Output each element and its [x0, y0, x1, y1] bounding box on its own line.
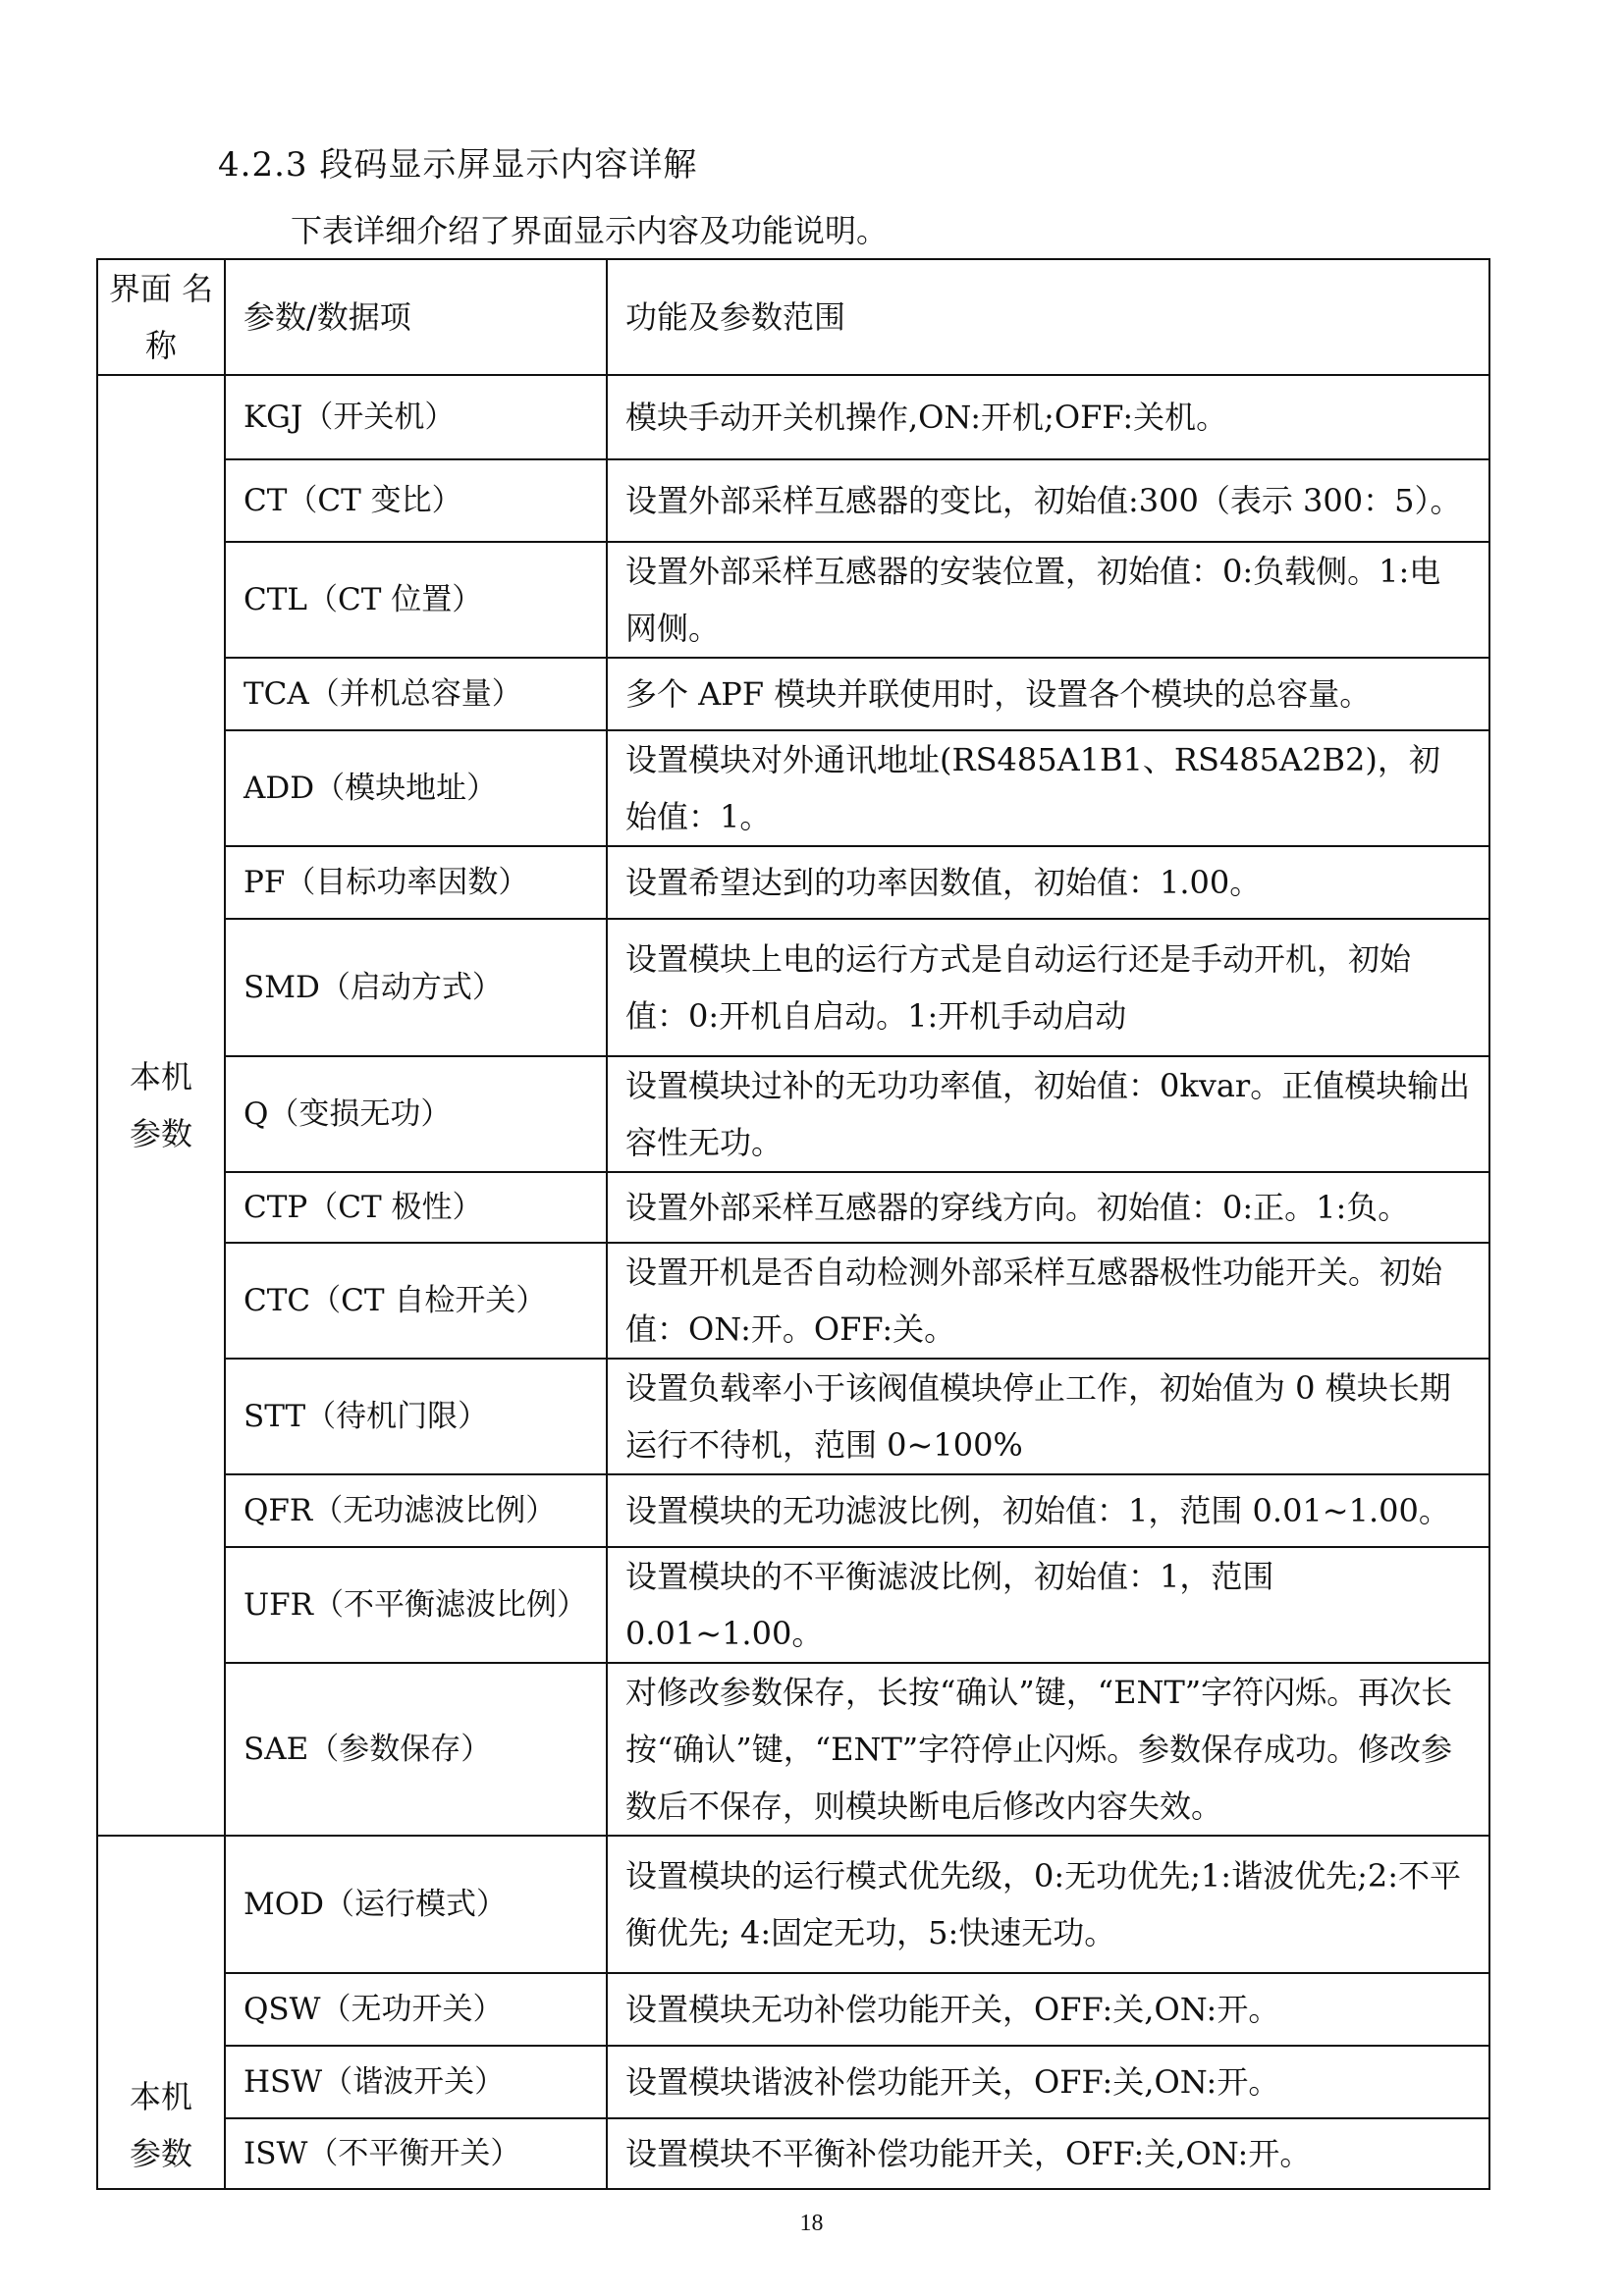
- param-cell: KGJ（开关机）: [225, 375, 607, 459]
- table-row: [97, 1474, 1489, 1547]
- table-row: [97, 459, 1489, 542]
- desc-cell: 对修改参数保存，长按“确认”键，“ENT”字符闪烁。再次长按“确认”键，“ENT”字符停止闪烁。参数保存成功。修改参数后不保存，则模块断电后修改内容失效。: [607, 1663, 1489, 1836]
- param-cell: STT（待机门限）: [225, 1359, 607, 1474]
- table-row: [97, 1836, 1489, 1973]
- desc-cell: 设置外部采样互感器的变比，初始值:300（表示 300：5）。: [607, 459, 1489, 542]
- desc-cell: 设置外部采样互感器的安装位置，初始值：0:负载侧。1:电网侧。: [607, 542, 1489, 658]
- param-cell: QFR（无功滤波比例）: [225, 1474, 607, 1547]
- param-cell: ISW（不平衡开关）: [225, 2118, 607, 2189]
- desc-cell: 设置外部采样互感器的穿线方向。初始值：0:正。1:负。: [607, 1172, 1489, 1243]
- param-cell: PF（目标功率因数）: [225, 846, 607, 919]
- param-cell: TCA（并机总容量）: [225, 658, 607, 730]
- param-cell: UFR（不平衡滤波比例）: [225, 1547, 607, 1663]
- param-cell: CT（CT 变比）: [225, 459, 607, 542]
- desc-cell: 模块手动开关机操作,ON:开机;OFF:关机。: [607, 375, 1489, 459]
- table-row: [97, 1056, 1489, 1172]
- page-number: 18: [799, 2211, 824, 2236]
- param-cell: QSW（无功开关）: [225, 1973, 607, 2046]
- param-cell: CTL（CT 位置）: [225, 542, 607, 658]
- header-interface-name: 界面 名称: [97, 259, 225, 375]
- param-cell: SMD（启动方式）: [225, 919, 607, 1056]
- table-row: [97, 846, 1489, 919]
- param-cell: MOD（运行模式）: [225, 1836, 607, 1973]
- section-heading: 4.2.3 段码显示屏显示内容详解: [218, 145, 698, 185]
- table-row: [97, 375, 1489, 459]
- group-name-local-params: 本机 参数: [97, 375, 225, 1836]
- table-row: [97, 1973, 1489, 2046]
- desc-cell: 设置模块谐波补偿功能开关，OFF:关,ON:开。: [607, 2046, 1489, 2118]
- param-cell: HSW（谐波开关）: [225, 2046, 607, 2118]
- table-row: [97, 919, 1489, 1056]
- desc-cell: 设置模块上电的运行方式是自动运行还是手动开机，初始值：0:开机自启动。1:开机手动启动: [607, 919, 1489, 1056]
- table-row: [97, 730, 1489, 846]
- desc-cell: 设置模块的无功滤波比例，初始值：1，范围 0.01~1.00。: [607, 1474, 1489, 1547]
- table-row: [97, 1663, 1489, 1836]
- table-row: [97, 1547, 1489, 1663]
- table-row: [97, 1243, 1489, 1359]
- param-cell: CTP（CT 极性）: [225, 1172, 607, 1243]
- param-cell: CTC（CT 自检开关）: [225, 1243, 607, 1359]
- desc-cell: 设置模块不平衡补偿功能开关，OFF:关,ON:开。: [607, 2118, 1489, 2189]
- desc-cell: 设置开机是否自动检测外部采样互感器极性功能开关。初始值：ON:开。OFF:关。: [607, 1243, 1489, 1359]
- desc-cell: 设置模块的运行模式优先级，0:无功优先;1:谐波优先;2:不平衡优先; 4:固定无功，5:快速无功。: [607, 1836, 1489, 1973]
- table-row: [97, 1172, 1489, 1243]
- desc-cell: 设置模块过补的无功功率值，初始值：0kvar。正值模块输出容性无功。: [607, 1056, 1489, 1172]
- table-row: [97, 1359, 1489, 1474]
- table-row: [97, 658, 1489, 730]
- desc-cell: 设置模块无功补偿功能开关，OFF:关,ON:开。: [607, 1973, 1489, 2046]
- table-header-row: [97, 259, 1489, 375]
- param-cell: SAE（参数保存）: [225, 1663, 607, 1836]
- param-cell: ADD（模块地址）: [225, 730, 607, 846]
- intro-text: 下表详细介绍了界面显示内容及功能说明。: [291, 212, 889, 249]
- table-row: [97, 2118, 1489, 2189]
- group-name-local-params-2: 本机 参数: [97, 1836, 225, 2189]
- desc-cell: 设置模块对外通讯地址(RS485A1B1、RS485A2B2)，初始值：1。: [607, 730, 1489, 846]
- desc-cell: 设置负载率小于该阀值模块停止工作，初始值为 0 模块长期运行不待机，范围 0~100%: [607, 1359, 1489, 1474]
- table-row: [97, 542, 1489, 658]
- header-parameter: 参数/数据项: [225, 259, 607, 375]
- header-function: 功能及参数范围: [607, 259, 1489, 375]
- desc-cell: 多个 APF 模块并联使用时，设置各个模块的总容量。: [607, 658, 1489, 730]
- desc-cell: 设置希望达到的功率因数值，初始值：1.00。: [607, 846, 1489, 919]
- desc-cell: 设置模块的不平衡滤波比例，初始值：1，范围 0.01~1.00。: [607, 1547, 1489, 1663]
- param-cell: Q（变损无功）: [225, 1056, 607, 1172]
- table-row: [97, 2046, 1489, 2118]
- parameter-table: [96, 258, 1490, 2190]
